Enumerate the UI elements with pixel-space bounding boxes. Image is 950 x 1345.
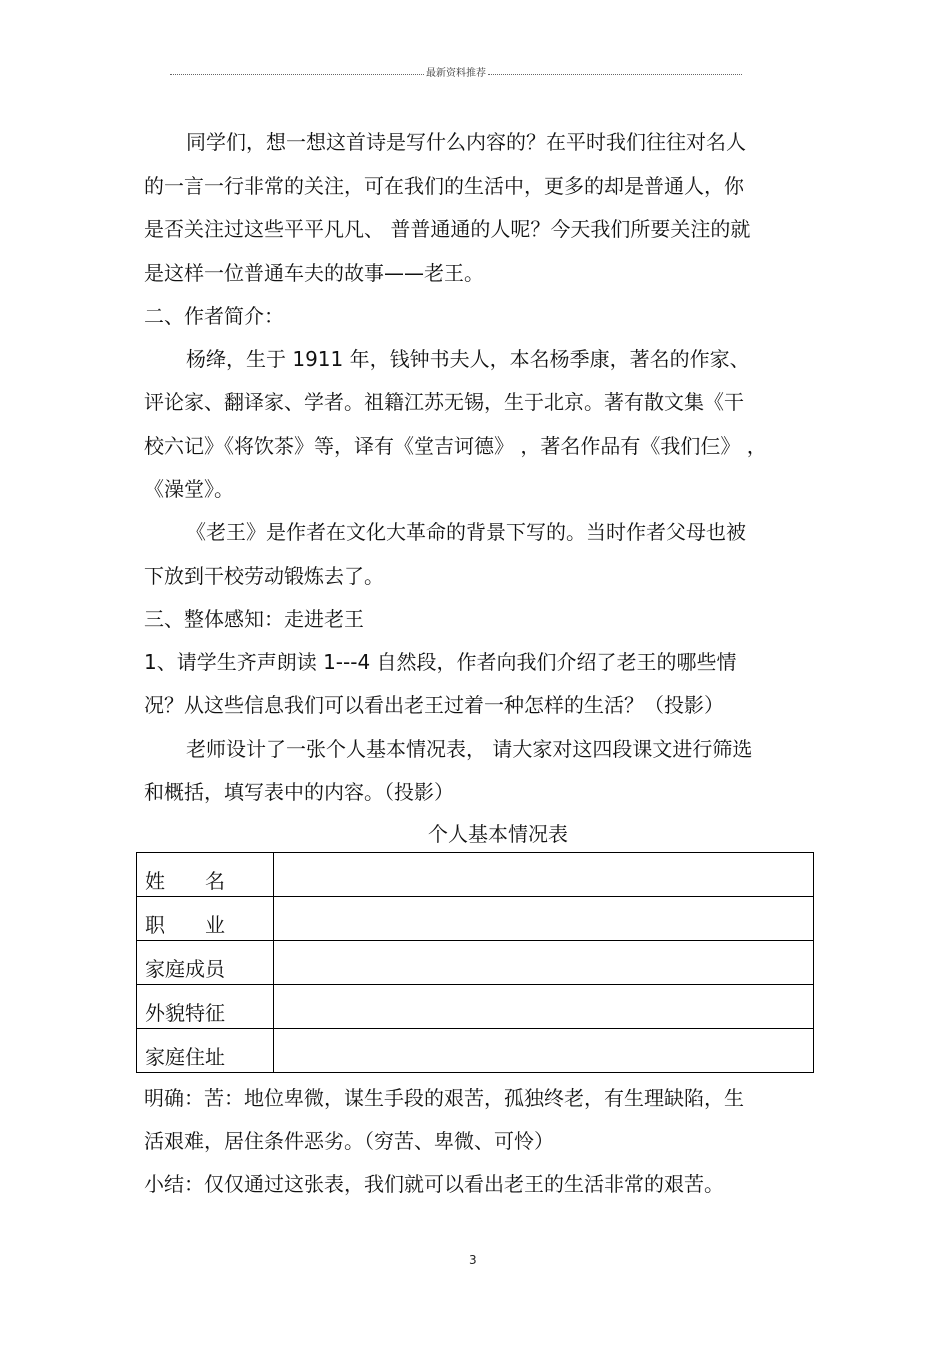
paragraph-line: 下放到干校劳动锻炼去了。	[144, 564, 384, 588]
table-label: 家庭住址	[137, 1029, 274, 1073]
section-heading: 二、作者简介：	[144, 304, 284, 328]
table-label: 家庭成员	[137, 941, 274, 985]
paragraph-line: 老师设计了一张个人基本情况表， 请大家对这四段课文进行筛选	[186, 737, 753, 761]
table-label: 职 业	[137, 897, 274, 941]
section-heading: 三、整体感知：走进老王	[144, 607, 364, 631]
paragraph-line: 和概括，填写表中的内容。（投影）	[144, 780, 454, 804]
header-dots-right	[488, 74, 742, 75]
page-header	[170, 66, 742, 82]
table-value	[274, 897, 814, 941]
paragraph-line: 1、请学生齐声朗读 1---4 自然段，作者向我们介绍了老王的哪些情	[144, 650, 737, 674]
table-value	[274, 985, 814, 1029]
paragraph-line: 《澡堂》。	[144, 477, 234, 501]
paragraph-line: 杨绛，生于 1911 年，钱钟书夫人，本名杨季康，著名的作家、	[186, 347, 750, 371]
table-row	[137, 941, 814, 985]
paragraph-line: 《老王》是作者在文化大革命的背景下写的。当时作者父母也被	[186, 520, 746, 544]
header-dots-left	[170, 74, 424, 75]
paragraph-line: 是这样一位普通车夫的故事——老王。	[144, 261, 484, 285]
table-label: 姓 名	[137, 853, 274, 897]
paragraph-line: 明确：苦：地位卑微，谋生手段的艰苦，孤独终老，有生理缺陷，生	[144, 1086, 744, 1110]
table-value	[274, 853, 814, 897]
paragraph-line: 小结：仅仅通过这张表，我们就可以看出老王的生活非常的艰苦。	[144, 1172, 724, 1196]
table-value	[274, 941, 814, 985]
table-row	[137, 853, 814, 897]
table-value	[274, 1029, 814, 1073]
paragraph-line: 活艰难，居住条件恶劣。（穷苦、卑微、可怜）	[144, 1129, 554, 1153]
header-text: 最新资料推荐	[426, 68, 486, 79]
paragraph-line: 校六记》《将饮茶》等，译有《堂吉诃德》 ，著名作品有《我们仨》 ，	[144, 434, 767, 458]
table-caption: 个人基本情况表	[428, 822, 568, 846]
table-row	[137, 985, 814, 1029]
table-label: 外貌特征	[137, 985, 274, 1029]
paragraph-line: 是否关注过这些平平凡凡、 普普通通的人呢？今天我们所要关注的就	[144, 217, 751, 241]
paragraph-line: 评论家、翻译家、学者。祖籍江苏无锡，生于北京。著有散文集《干	[144, 390, 744, 414]
paragraph-line: 的一言一行非常的关注，可在我们的生活中，更多的却是普通人，你	[144, 174, 744, 198]
paragraph-line: 况？从这些信息我们可以看出老王过着一种怎样的生活？（投影）	[144, 693, 724, 717]
page-number: 3	[469, 1253, 477, 1267]
paragraph-line: 同学们，想一想这首诗是写什么内容的？在平时我们往往对名人	[186, 130, 746, 154]
table-row	[137, 1029, 814, 1073]
table-row	[137, 897, 814, 941]
info-table	[136, 852, 814, 1073]
